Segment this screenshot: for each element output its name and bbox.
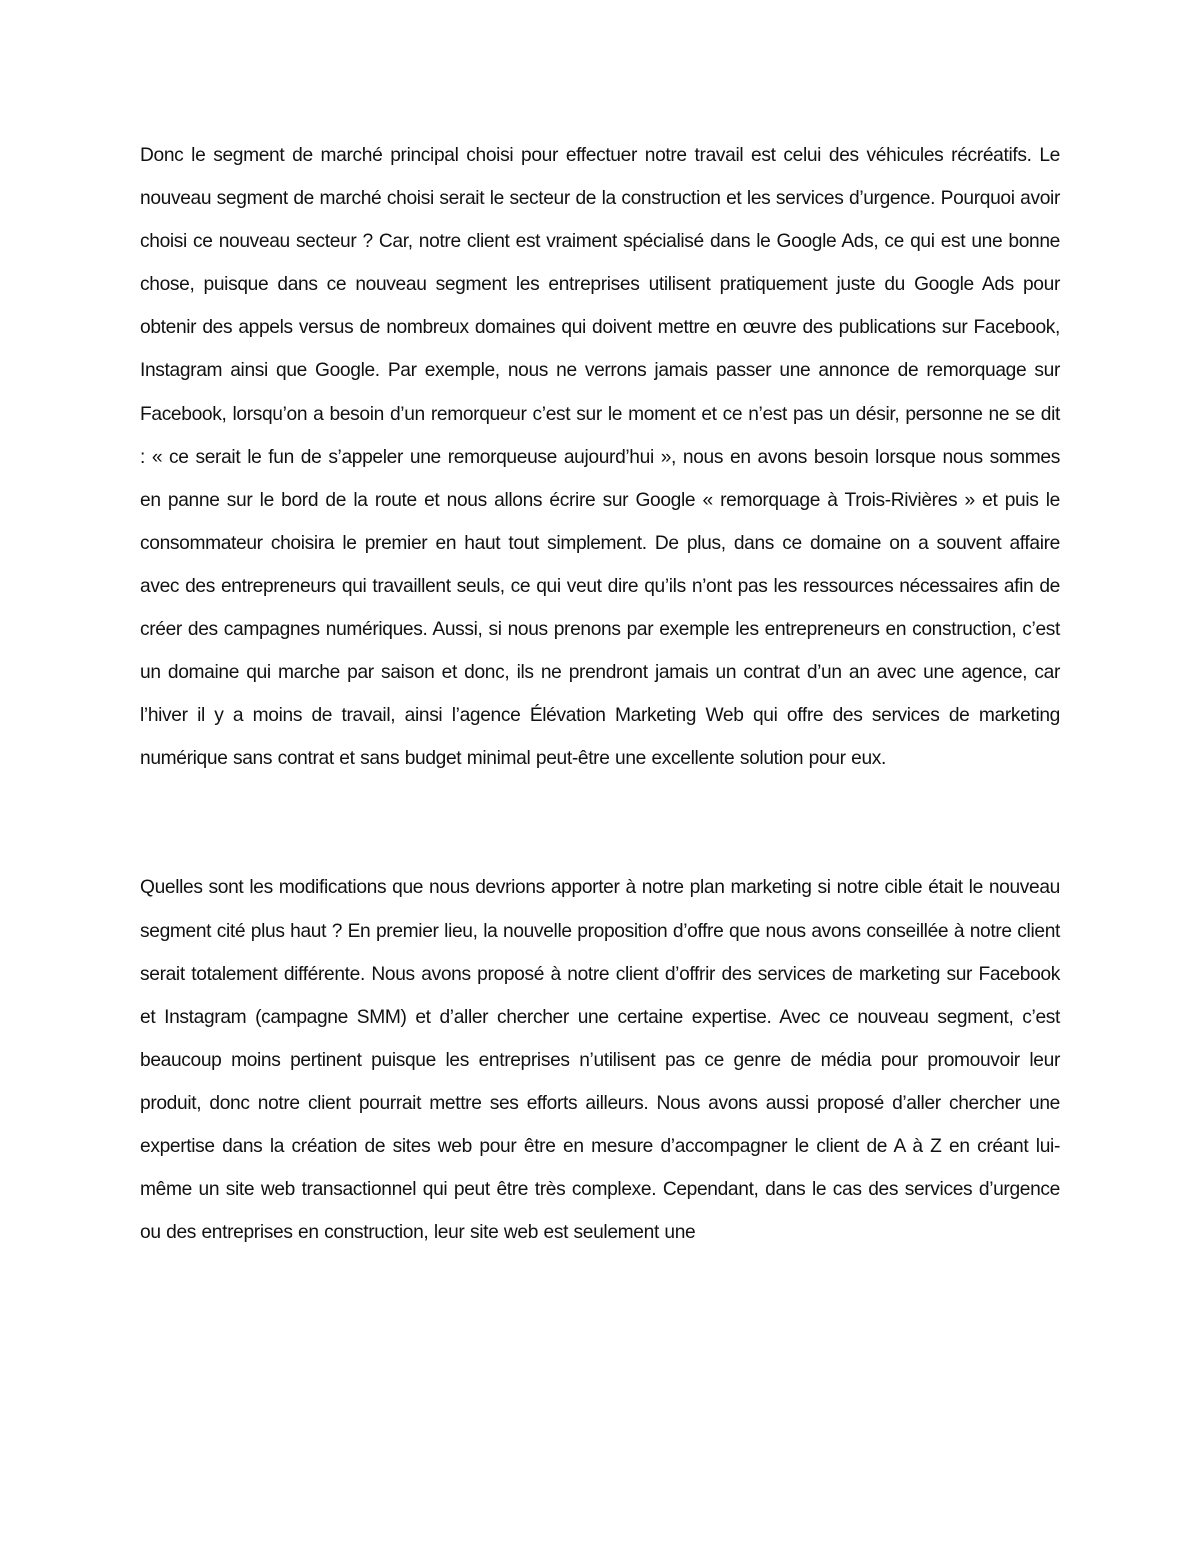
paragraph-marketing-plan-changes: Quelles sont les modifications que nous devrions apporter à notre plan marketing si notre cible était le nouveau segment cité plus haut ? En premier lieu, la nouvelle proposition d’offre que nous avons conseillée à notre client serait totalement différente. Nous avons proposé à notre client d’offrir des services de marketing sur Facebook et Instagram (campagne SMM) et d’aller chercher une certaine expertise. Avec ce nouveau segment, c’est beaucoup moins pertinent puisque les entreprises n’utilisent pas ce genre de média pour promouvoir leur produit, donc notre client pourrait mettre ses efforts ailleurs. Nous avons aussi proposé d’aller chercher une expertise dans la création de sites web pour être en mesure d’accompagner le client de A à Z en créant lui-même un site web transactionnel qui peut être très complexe. Cependant, dans le cas des services d’urgence ou des entreprises en construction, leur site web est seulement une (140, 877, 1060, 1244)
document-body (140, 134, 1060, 1254)
paragraph-market-segment: Donc le segment de marché principal choisi pour effectuer notre travail est celui des véhicules récréatifs. Le nouveau segment de marché choisi serait le secteur de la construction et les services d’urgence. Pourquoi avoir choisi ce nouveau secteur ? Car, notre client est vraiment spécialisé dans le Google Ads, ce qui est une bonne chose, puisque dans ce nouveau segment les entreprises utilisent pratiquement juste du Google Ads pour obtenir des appels versus de nombreux domaines qui doivent mettre en œuvre des publications sur Facebook, Instagram ainsi que Google. Par exemple, nous ne verrons jamais passer une annonce de remorquage sur Facebook, lorsqu’on a besoin d’un remorqueur c’est sur le moment et ce n’est pas un désir, personne ne se dit : « ce serait le fun de s’appeler une remorqueuse aujourd’hui », nous en avons besoin lorsque nous sommes en panne sur le bord de la route et nous allons écrire sur Google « remorquage à Trois-Rivières » et puis le consommateur choisira le premier en haut tout simplement. De plus, dans ce domaine on a souvent affaire avec des entrepreneurs qui travaillent seuls, ce qui veut dire qu’ils n’ont pas les ressources nécessaires afin de créer des campagnes numériques. Aussi, si nous prenons par exemple les entrepreneurs en construction, c’est un domaine qui marche par saison et donc, ils ne prendront jamais un contrat d’un an avec une agence, car l’hiver il y a moins de travail, ainsi l’agence Élévation Marketing Web qui offre des services de marketing numérique sans contrat et sans budget minimal peut-être une excellente solution pour eux. (140, 145, 1060, 770)
